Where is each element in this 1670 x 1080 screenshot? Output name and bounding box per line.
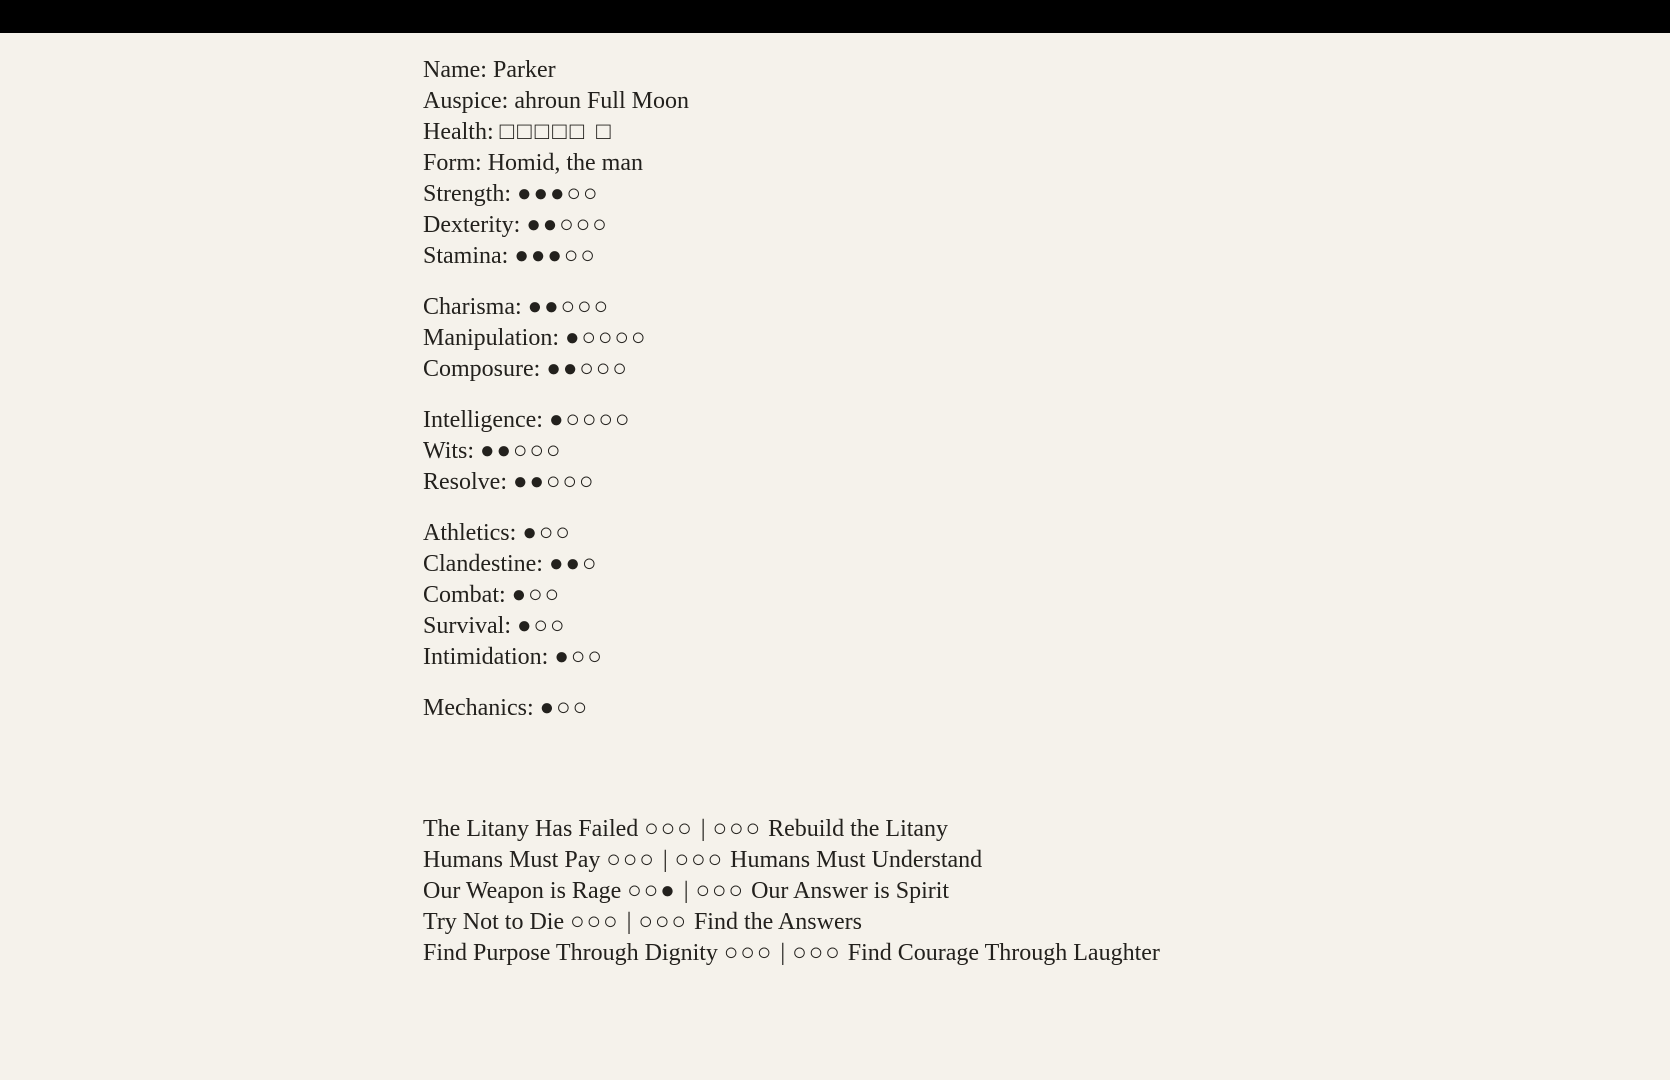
skill-row-athletics — [423, 518, 1640, 549]
tenet-separator: | — [626, 909, 632, 935]
identity-row-auspice — [423, 86, 1640, 117]
strength-label: Strength: — [423, 181, 511, 207]
tenet-left-text: Our Weapon is Rage — [423, 878, 622, 904]
combat-dots: ●○○ — [511, 582, 562, 608]
tenet-separator: | — [700, 816, 706, 842]
athletics-label: Athletics: — [423, 520, 517, 546]
tenet-right-dots: ○○○ — [792, 940, 842, 966]
manipulation-label: Manipulation: — [423, 325, 559, 351]
tenet-left-text: Find Purpose Through Dignity — [423, 940, 718, 966]
tenet-right-dots: ○○○ — [695, 878, 746, 904]
resolve-dots: ●●○○○ — [513, 469, 596, 495]
tenet-separator: | — [683, 878, 689, 904]
manipulation-dots: ●○○○○ — [564, 325, 648, 351]
extra-skills-group — [423, 693, 1640, 724]
identity-row-health — [423, 117, 1640, 148]
tenet-right-text: Rebuild the Litany — [768, 816, 949, 842]
survival-label: Survival: — [423, 613, 511, 639]
form-value: Homid, the man — [487, 150, 643, 176]
tenet-right-text: Humans Must Understand — [730, 847, 983, 873]
tenet-left-dots: ○○○ — [723, 940, 774, 966]
intelligence-dots: ●○○○○ — [548, 407, 632, 433]
auspice-label: Auspice: — [423, 88, 509, 114]
clandestine-label: Clandestine: — [423, 551, 543, 577]
tenet-separator: | — [662, 847, 668, 873]
skill-row-survival — [423, 611, 1640, 642]
stat-row-charisma — [423, 292, 1640, 323]
stat-row-manipulation — [423, 323, 1640, 354]
tenet-row-purpose — [423, 938, 1640, 969]
tenets-group — [423, 814, 1640, 969]
character-sheet — [0, 33, 1670, 969]
form-label: Form: — [423, 150, 482, 176]
resolve-label: Resolve: — [423, 469, 507, 495]
stat-row-resolve — [423, 467, 1640, 498]
tenet-row-humans — [423, 845, 1640, 876]
intimidation-label: Intimidation: — [423, 644, 549, 670]
composure-label: Composure: — [423, 356, 541, 382]
wits-label: Wits: — [423, 438, 475, 464]
stat-row-dexterity — [423, 210, 1640, 241]
tenet-right-text: Our Answer is Spirit — [751, 878, 950, 904]
tenet-right-text: Find the Answers — [693, 909, 862, 935]
auspice-value: ahroun Full Moon — [514, 88, 689, 114]
athletics-dots: ●○○ — [522, 520, 572, 546]
skill-row-combat — [423, 580, 1640, 611]
physical-attributes-group — [423, 179, 1640, 272]
composure-dots: ●●○○○ — [546, 356, 629, 382]
charisma-label: Charisma: — [423, 294, 522, 320]
stat-row-intelligence — [423, 405, 1640, 436]
skill-row-clandestine — [423, 549, 1640, 580]
name-label: Name: — [423, 57, 487, 83]
tenet-left-text: Humans Must Pay — [423, 847, 601, 873]
tenet-left-dots: ○○○ — [606, 847, 656, 873]
survival-dots: ●○○ — [517, 613, 567, 639]
tenet-right-dots: ○○○ — [638, 909, 688, 935]
tenet-right-dots: ○○○ — [712, 816, 763, 842]
skill-row-mechanics — [423, 693, 1640, 724]
stat-row-stamina — [423, 241, 1640, 272]
stat-row-wits — [423, 436, 1640, 467]
tenet-right-dots: ○○○ — [674, 847, 725, 873]
top-bar — [0, 0, 1670, 33]
dexterity-label: Dexterity: — [423, 212, 521, 238]
tenet-left-text: Try Not to Die — [423, 909, 565, 935]
mechanics-label: Mechanics: — [423, 695, 534, 721]
mental-attributes-group — [423, 405, 1640, 498]
tenet-left-dots: ○○○ — [644, 816, 694, 842]
clandestine-dots: ●●○ — [548, 551, 599, 577]
skill-row-intimidation — [423, 642, 1640, 673]
strength-dots: ●●●○○ — [517, 181, 600, 207]
mechanics-dots: ●○○ — [539, 695, 590, 721]
tenet-left-dots: ○○○ — [570, 909, 620, 935]
tenet-right-text: Find Courage Through Laughter — [847, 940, 1160, 966]
health-boxes: □□□□□ □ — [499, 119, 614, 145]
intimidation-dots: ●○○ — [554, 644, 604, 670]
stat-row-composure — [423, 354, 1640, 385]
charisma-dots: ●●○○○ — [527, 294, 611, 320]
combat-label: Combat: — [423, 582, 506, 608]
tenet-separator: | — [780, 940, 786, 966]
intelligence-label: Intelligence: — [423, 407, 543, 433]
social-attributes-group — [423, 292, 1640, 385]
stamina-label: Stamina: — [423, 243, 509, 269]
stamina-dots: ●●●○○ — [514, 243, 597, 269]
dexterity-dots: ●●○○○ — [526, 212, 609, 238]
tenet-row-litany — [423, 814, 1640, 845]
wits-dots: ●●○○○ — [480, 438, 563, 464]
health-label: Health: — [423, 119, 494, 145]
identity-row-name — [423, 55, 1640, 86]
identity-row-form — [423, 148, 1640, 179]
tenet-left-text: The Litany Has Failed — [423, 816, 639, 842]
tenet-row-weapon — [423, 876, 1640, 907]
stat-row-strength — [423, 179, 1640, 210]
tenet-left-dots: ○○● — [627, 878, 677, 904]
skills-group — [423, 518, 1640, 673]
name-value: Parker — [492, 57, 556, 83]
tenet-row-die — [423, 907, 1640, 938]
